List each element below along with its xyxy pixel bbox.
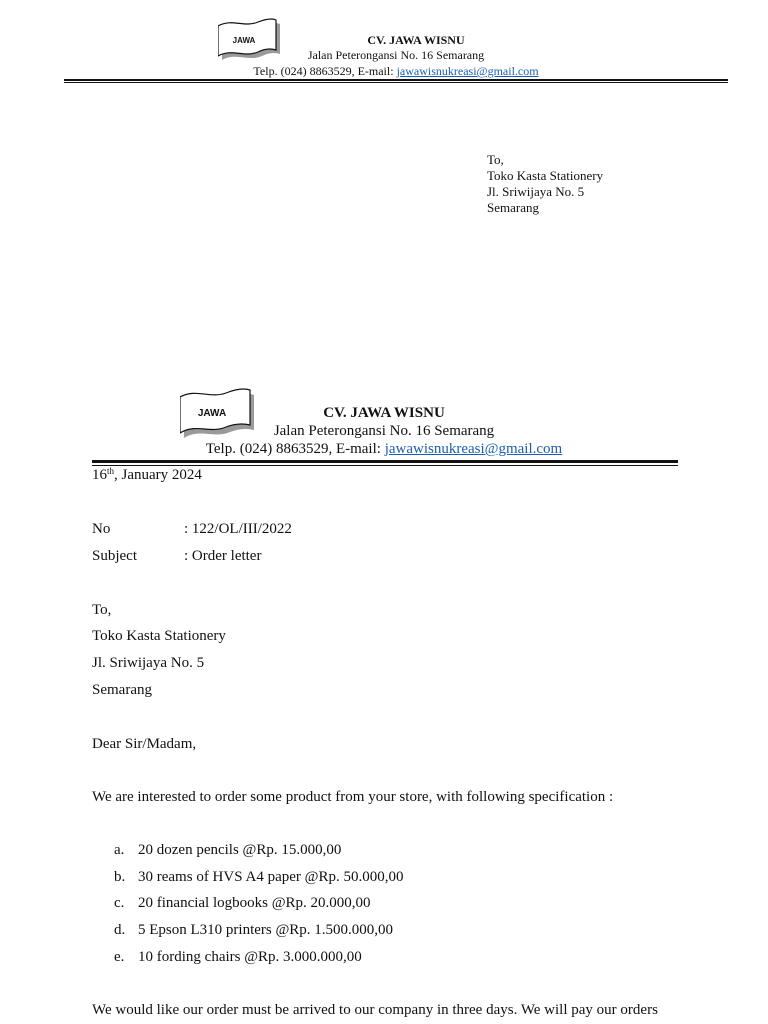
list-item: 20 financial logbooks @Rp. 20.000,00 bbox=[138, 895, 371, 911]
list-item-marker: e. bbox=[114, 949, 125, 965]
letter-date bbox=[92, 466, 202, 484]
list-item-marker: c. bbox=[114, 895, 125, 911]
number-label: No bbox=[92, 521, 111, 537]
subject-label: Subject bbox=[92, 548, 137, 564]
company-name: CV. JAWA WISNU bbox=[323, 405, 445, 421]
subject-value: : Order letter bbox=[184, 548, 262, 564]
list-item-marker: d. bbox=[114, 922, 126, 938]
intro-paragraph: We are interested to order some product from your store, with following specification : bbox=[92, 789, 614, 805]
recipient-city: Semarang bbox=[487, 200, 539, 215]
list-item: 20 dozen pencils @Rp. 15.000,00 bbox=[138, 842, 342, 858]
recipient-to: To, bbox=[487, 152, 504, 167]
list-item: 5 Epson L310 printers @Rp. 1.500.000,00 bbox=[138, 922, 394, 938]
recipient-name: Toko Kasta Stationery bbox=[92, 628, 226, 644]
salutation: Dear Sir/Madam, bbox=[92, 736, 197, 752]
to-label: To, bbox=[92, 602, 112, 618]
recipient-name: Toko Kasta Stationery bbox=[487, 168, 604, 183]
recipient-address-block bbox=[487, 152, 603, 216]
date-day: 16 bbox=[92, 467, 107, 483]
recipient-street: Jl. Sriwijaya No. 5 bbox=[487, 184, 585, 199]
list-item-marker: a. bbox=[114, 842, 125, 858]
closing-paragraph: We would like our order must be arrived to our company in three days. We will pay our orders bbox=[92, 1002, 658, 1018]
recipient-city: Semarang bbox=[92, 682, 152, 698]
logo-text: JAWA bbox=[232, 36, 256, 45]
date-suffix: th bbox=[107, 466, 115, 476]
email-link[interactable]: jawawisnukreasi@gmail.com bbox=[396, 64, 539, 78]
date-month-year: , January 2024 bbox=[114, 467, 202, 483]
company-contact bbox=[184, 441, 584, 458]
letterhead-divider bbox=[64, 79, 728, 83]
company-contact bbox=[216, 64, 576, 79]
company-name: CV. JAWA WISNU bbox=[367, 33, 465, 47]
list-item: 30 reams of HVS A4 paper @Rp. 50.000,00 bbox=[138, 869, 404, 885]
company-address: Jalan Peterongansi No. 16 Semarang bbox=[307, 48, 485, 62]
number-value: : 122/OL/III/2022 bbox=[184, 521, 292, 537]
list-item: 10 fording chairs @Rp. 3.000.000,00 bbox=[138, 949, 362, 965]
recipient-street: Jl. Sriwijaya No. 5 bbox=[92, 655, 205, 671]
email-link[interactable]: jawawisnukreasi@gmail.com bbox=[384, 441, 563, 457]
list-item-marker: b. bbox=[114, 869, 126, 885]
logo-text: JAWA bbox=[197, 408, 227, 419]
contact-phone: Telp. (024) 8863529, E-mail: bbox=[205, 441, 385, 457]
company-address: Jalan Peterongansi No. 16 Semarang bbox=[273, 423, 495, 439]
contact-phone: Telp. (024) 8863529, E-mail: bbox=[253, 64, 397, 78]
